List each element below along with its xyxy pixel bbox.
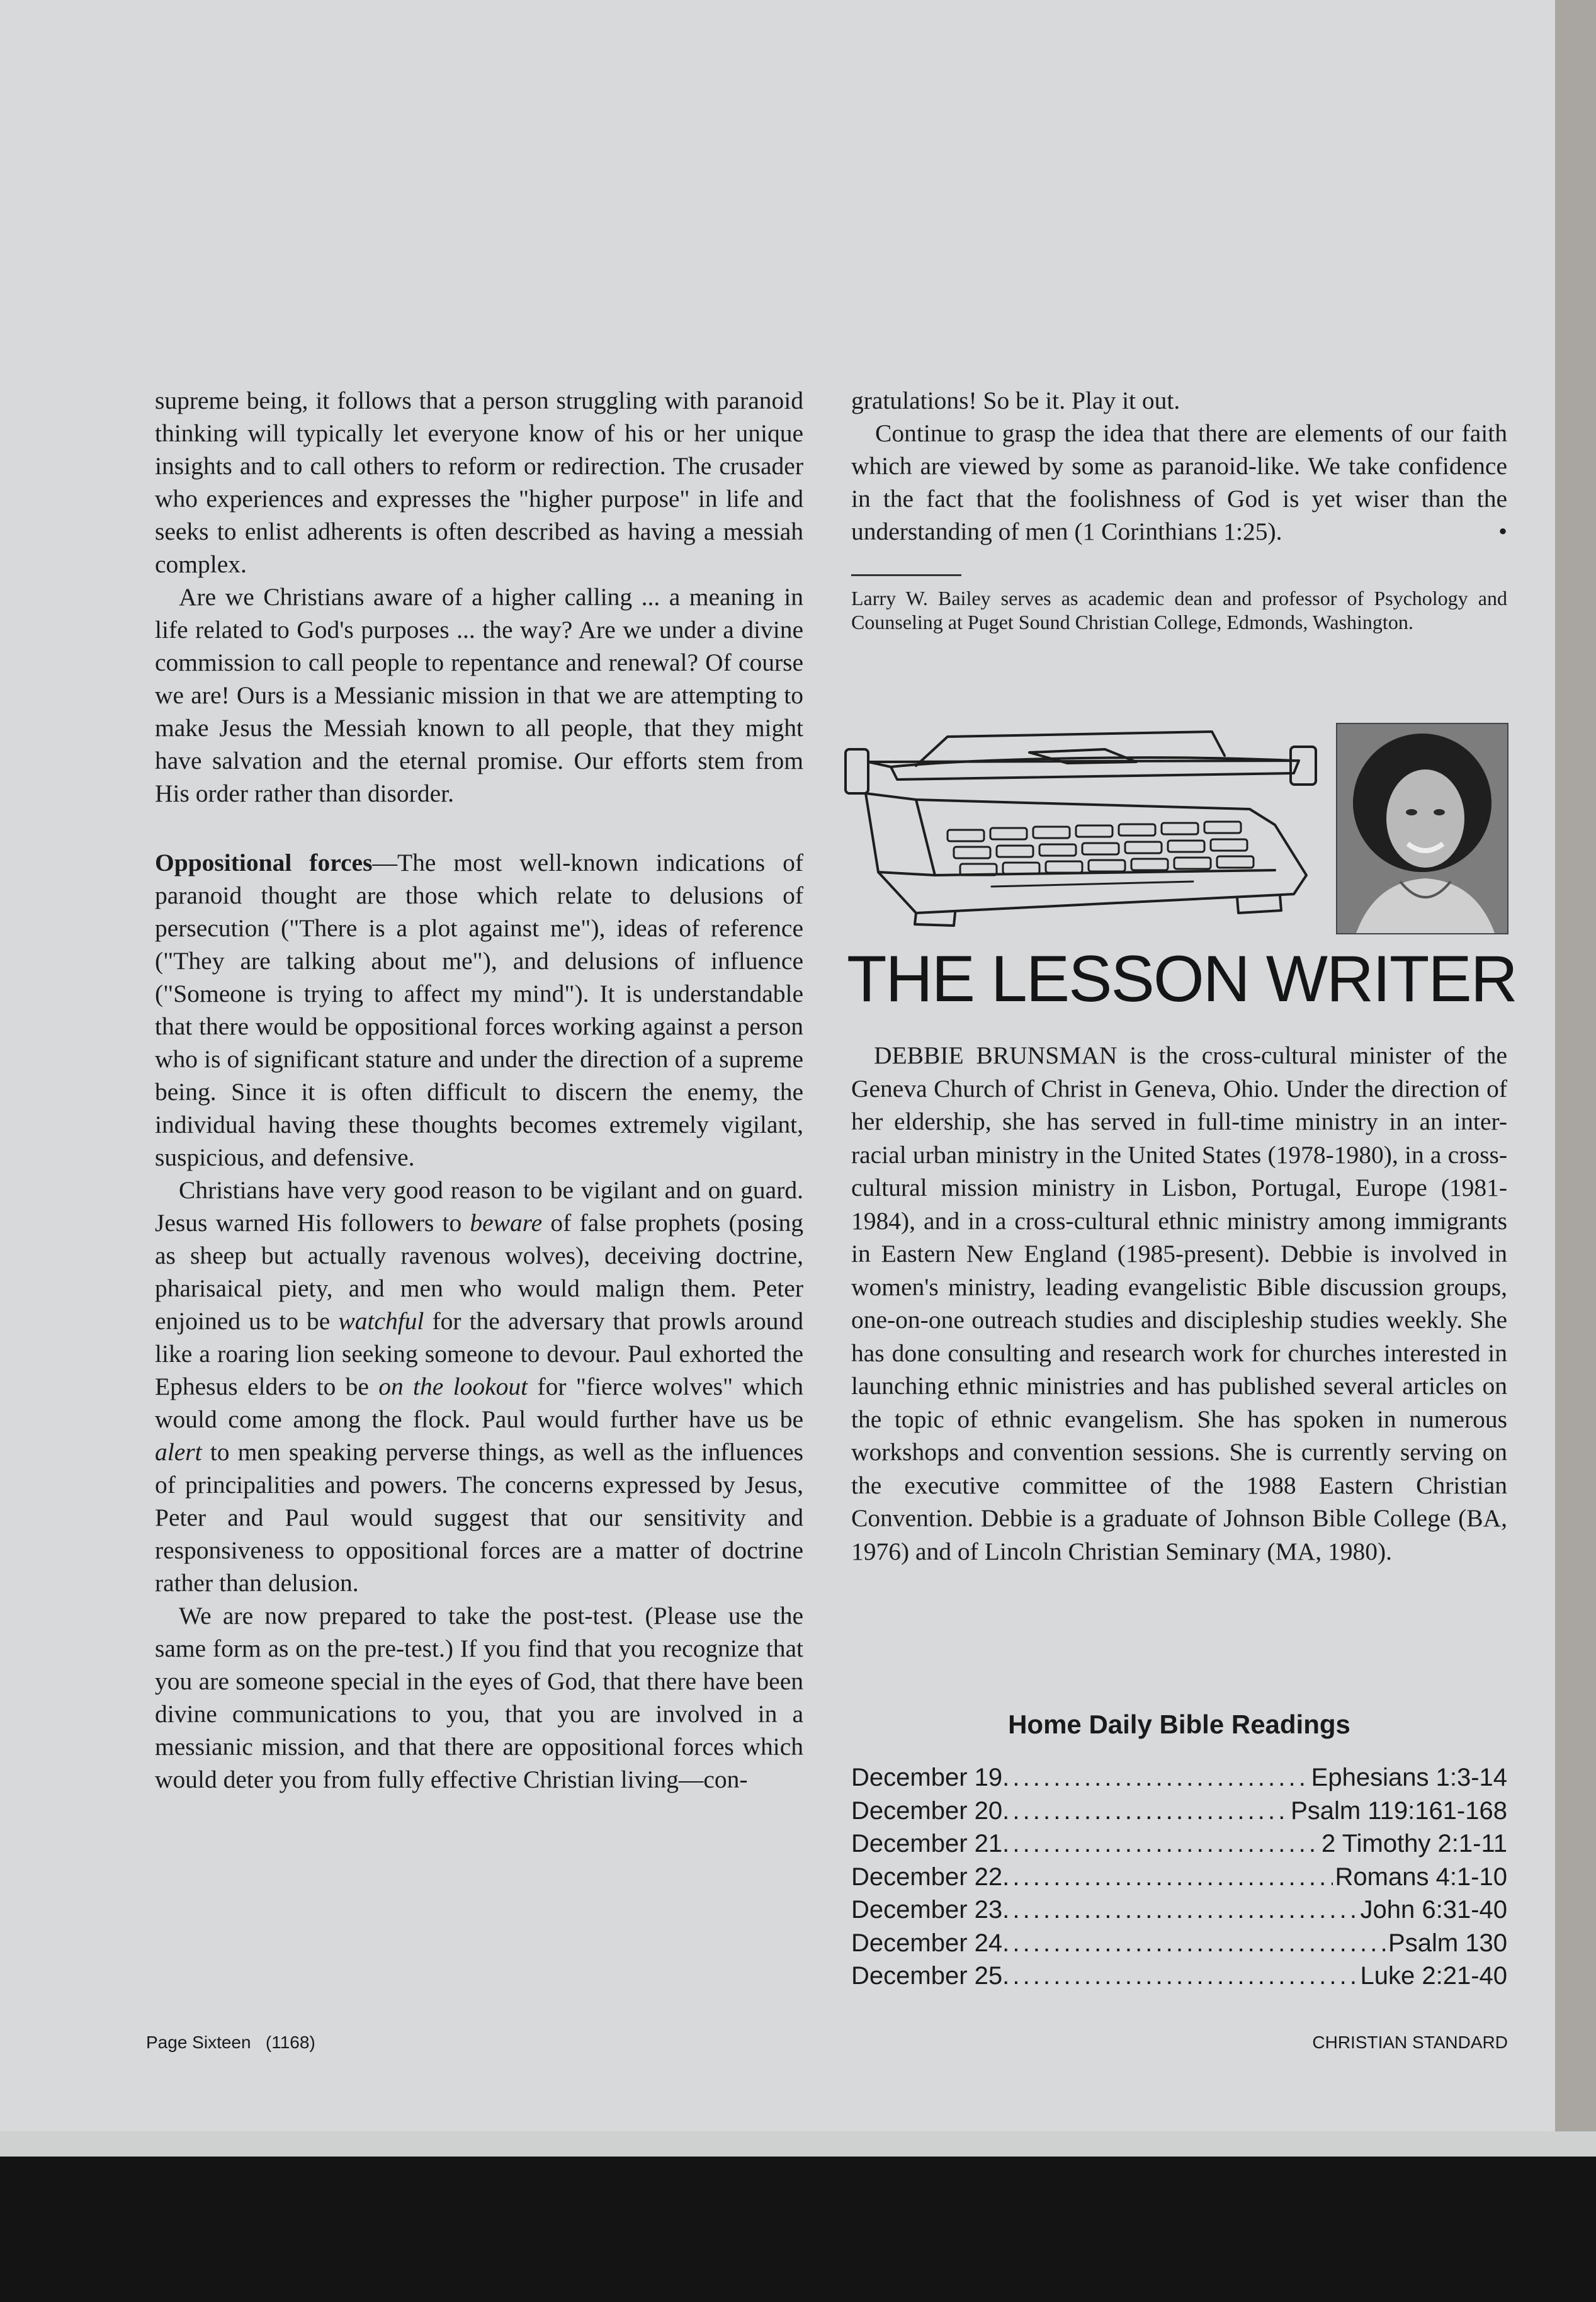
reading-row <box>851 1861 1507 1894</box>
page-number: Page Sixteen (1168) <box>146 2033 315 2052</box>
reading-reference: Ephesians 1:3-14 <box>1311 1764 1507 1791</box>
reading-date: December 20 <box>851 1796 1003 1825</box>
paragraph: Oppositional forces—The most well-known indications of paranoid thought are those which relate to delusions of persecution ("There is a plot against me"), ideas of reference ("They are talking about me"), and delusions of influence ("Someone is trying to affect my mind"). It is understandable that there would be oppositional forces working against a person who is of significant stature and under the direction of a supreme being. Since it is often difficult to discern the enemy, the individual having these thoughts becomes extremely vigilant, suspicious, and defensive. <box>155 849 803 1171</box>
right-column <box>851 384 1507 634</box>
reading-reference: Psalm 119:161-168 <box>1291 1796 1507 1825</box>
reading-reference: 2 Timothy 2:1-11 <box>1322 1830 1507 1857</box>
reading-row <box>851 1893 1507 1927</box>
reading-date: December 22 <box>851 1863 1003 1891</box>
lesson-writer-bio: DEBBIE BRUNSMAN is the cross-cultural minister of the Geneva Church of Christ in Geneva, Ohio. Under the direction of her eldership, she has served in full-time ministry in an inter-racial urban ministry in the United States (1978-1980), in a cross-cultural mission ministry in Lisbon, Portugal, Europe (1981-1984), and in a cross-cultural ethnic ministry among immigrants in Eastern New England (1985-present). Debbie is involved in women's ministry, leading evangelistic Bible discussion groups, one-on-one outreach studies and discipleship studies weekly. She has done consulting and research work for churches interested in launching ethnic ministries and has published several articles on the topic of ethnic evangelism. She has spoken in numerous workshops and convention sessions. She is currently serving on the executive committee of the 1988 Eastern Christian Convention. Debbie is a graduate of Johnson Bible College (BA, 1976) and of Lincoln Christian Seminary (MA, 1980). <box>851 1041 1507 1565</box>
paragraph: Christians have very good reason to be vigilant and on guard. Jesus warned His followers to beware of false prophets (posing as sheep but actually ravenous wolves), deceiving doctrine, pharisaical piety, and men who would malign them. Peter enjoined us to be watchful for the adversary that prowls around like a roaring lion seeking someone to devour. Paul exhorted the Ephesus elders to be on the lookout for "fierce wolves" which would come among the flock. Paul would further have us be alert to men speaking perverse things, as well as the influences of principalities and powers. The concerns expressed by Jesus, Peter and Paul would suggest that our sensitivity and responsiveness to oppositional forces are a matter of doctrine rather than delusion. <box>155 1176 803 1597</box>
reading-reference: John 6:31-40 <box>1360 1896 1507 1924</box>
reading-date: December 24 <box>851 1929 1003 1957</box>
leader-dots <box>1002 1795 1288 1828</box>
paragraph: Are we Christians aware of a higher calling ... a meaning in life related to God's purposes ... the way? Are we under a divine commission to call people to repentance and renewal? Of course we are! Ours is a Messianic mission in that we are attempting to make Jesus the Messiah known to all people, that they might have salvation and the eternal promise. Our efforts stem from His order rather than disorder. <box>155 583 803 807</box>
reading-row <box>851 1927 1507 1960</box>
author-bio: Larry W. Bailey serves as academic dean and professor of Psychology and Counseling at Puget Sound Christian College, Edmonds, Washington. <box>851 587 1507 633</box>
reading-row <box>851 1795 1507 1828</box>
typewriter-illustration <box>840 724 1319 935</box>
reading-row <box>851 1761 1507 1795</box>
leader-dots <box>1002 1827 1319 1861</box>
leader-dots <box>1002 1893 1357 1927</box>
left-column <box>155 384 803 1796</box>
paragraph: We are now prepared to take the post-test. (Please use the same form as on the pre-test.) If you find that you recognize that you are someone special in the eyes of God, that there have been divine communications to you, that you are involved in a messianic mission, and that there are oppositional forces which would deter you from fully effective Christian living—con- <box>155 1602 803 1793</box>
page-bottom-edge <box>0 2131 1596 2157</box>
divider-rule <box>851 574 961 576</box>
reading-row <box>851 1827 1507 1861</box>
reading-date: December 25 <box>851 1962 1003 1990</box>
reading-reference: Luke 2:21-40 <box>1360 1962 1507 1990</box>
paragraph: Continue to grasp the idea that there are elements of our faith which are viewed by some as paranoid-like. We take confidence in the fact that the foolishness of God is yet wiser than the understanding of men (1 Corinthians 1:25). • <box>851 417 1507 548</box>
paragraph: gratulations! So be it. Play it out. <box>851 387 1180 414</box>
reading-date: December 21 <box>851 1830 1003 1857</box>
reading-row <box>851 1959 1507 1993</box>
paragraph: supreme being, it follows that a person struggling with paranoid thinking will typically let everyone know of his or her unique insights and to call others to reform or redirection. The crusader who experiences and expresses the "higher purpose" in life and seeks to enlist adherents is often described as having a messiah complex. <box>155 387 803 578</box>
end-mark: • <box>1498 518 1507 545</box>
section-lead-in: Oppositional forces <box>155 849 373 876</box>
publication-name: CHRISTIAN STANDARD <box>1312 2033 1508 2052</box>
leader-dots <box>1002 1959 1357 1993</box>
reading-reference: Psalm 130 <box>1388 1929 1507 1957</box>
leader-dots <box>1002 1761 1309 1795</box>
reading-date: December 19 <box>851 1764 1003 1791</box>
page-fold-shadow <box>1555 0 1596 2131</box>
lesson-writer-heading: THE LESSON WRITER <box>847 943 1517 1016</box>
readings-title: Home Daily Bible Readings <box>1008 1709 1350 1739</box>
leader-dots <box>1002 1861 1332 1894</box>
reading-reference: Romans 4:1-10 <box>1335 1863 1507 1891</box>
leader-dots <box>1002 1927 1386 1960</box>
lesson-writer-photo <box>1336 723 1508 934</box>
reading-date: December 23 <box>851 1896 1003 1924</box>
readings-list <box>851 1761 1507 1993</box>
